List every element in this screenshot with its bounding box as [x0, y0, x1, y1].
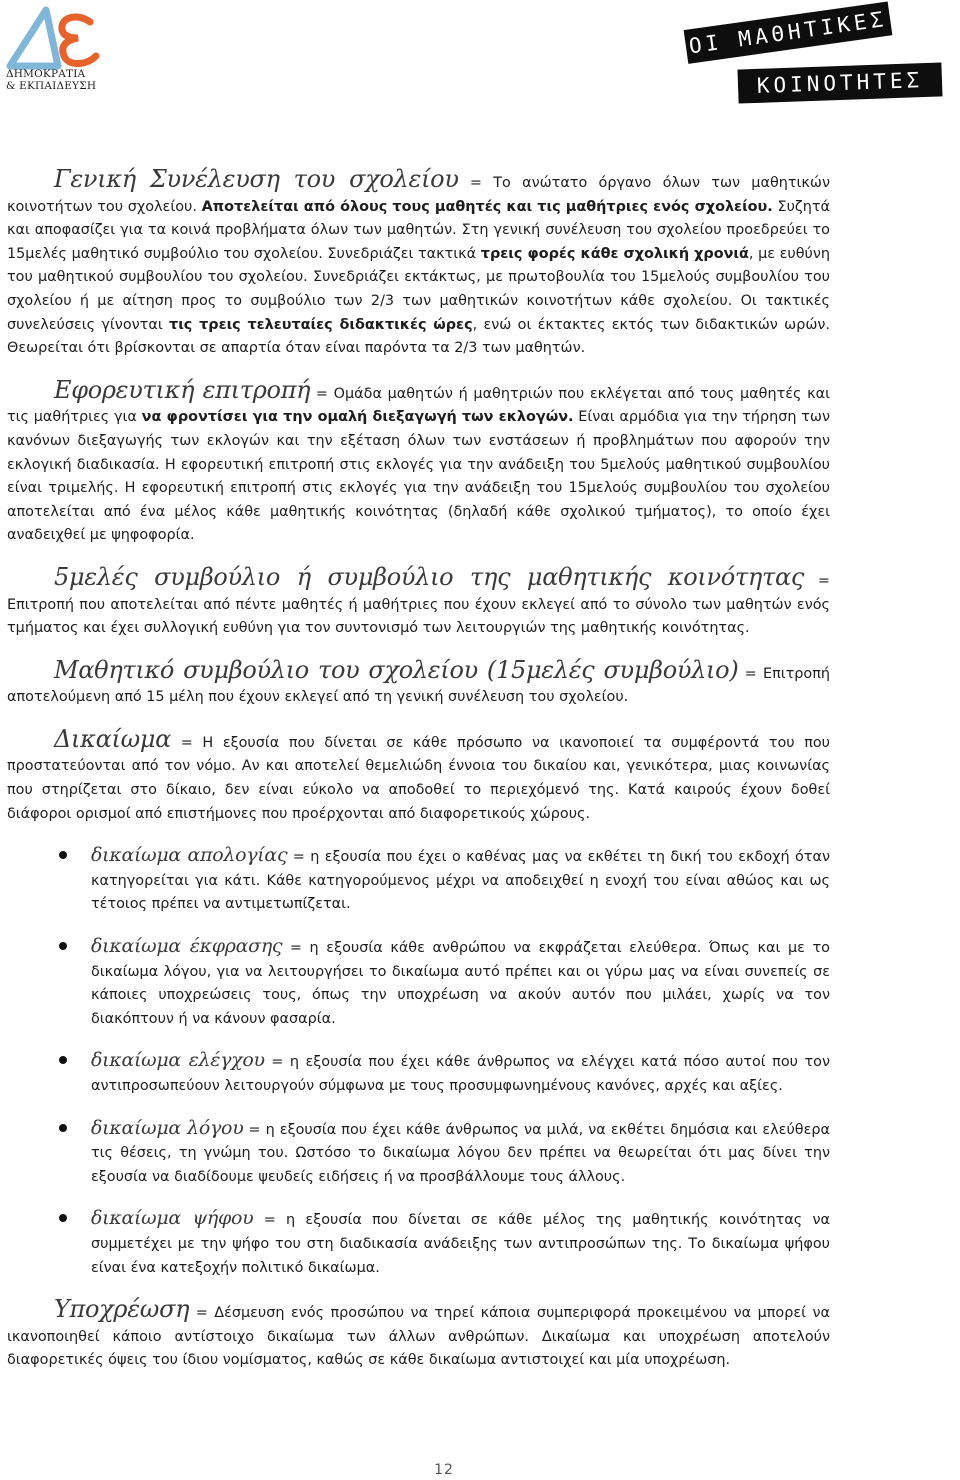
- banner-line-1: ΟΙ ΜΑΘΗΤΙΚΕΣ: [684, 1, 893, 63]
- definition-text: = η εξουσία που έχει κάθε άνθρωπος να μιλά, να εκθέτει δημόσια και ελεύθερα τις θέσεις, τη γνώμη του. Ωστόσο το δικαίωμα λόγου δεν πρέπει να θεωρείται ότι μας δίνει την εξουσία να διαδίδουμε ψευδείς ειδήσεις ή να προσβάλλουμε τους άλλους.: [91, 1121, 830, 1185]
- term-heading: Δικαίωμα: [54, 724, 172, 753]
- term-heading: δικαίωμα ψήφου: [91, 1207, 254, 1230]
- definition-text: Είναι αρμόδια για την τήρηση των κανόνων διεξαγωγής των εκλογών και την εξέταση όλων των ενστάσεων ή προβλημάτων που αφορούν την εκλογική διαδικασία. Η εφορευτική επιτροπή στις εκλογές για την ανάδειξη του 5μελούς μαθητικού συμβουλίου είναι τριμελής. Η εφορευτική επιτροπή στις εκλογές για την ανάδειξη του 15μελούς συμβουλίου του σχολείου αποτελείται από ένα μέλος κάθε μαθητικής κοινότητας (δηλαδή κάθε σχολικού τμήματος), το οποίο έχει αναδειχθεί με ψηφοφορία.: [7, 409, 830, 544]
- definition-bold: τις τρεις τελευταίες διδακτικές ώρες: [169, 316, 473, 333]
- definition-text: = η εξουσία που δίνεται σε κάθε μέλος της μαθητικής κοινότητας να συμμετέχει με την ψήφο του στη διαδικασία ανάδειξης των αντιπροσώπων της. Το δικαίωμα ψήφου είναι ένα κατεξοχήν πολιτικό δικαίωμα.: [91, 1212, 831, 1276]
- entry-electoral-committee: [7, 375, 830, 548]
- logo-mark-icon: [6, 4, 106, 72]
- bullet-icon: [59, 942, 67, 950]
- entry-general-assembly: [7, 165, 831, 361]
- section-banner: [684, 6, 954, 106]
- list-item-right-of-expression: [7, 935, 830, 1031]
- definition-text: = Δέσμευση ενός προσώπου να τηρεί κάποια συμπεριφορά προκειμένου να μπορεί να ικανοποιηθεί κάποιο αντίστοιχο δικαίωμα των άλλων ανθρώπων. Δικαίωμα και υποχρέωση αποτελούν διαφορετικές όψεις του ίδιου νομίσματος, καθώς σε κάθε δικαίωμα αντιστοιχεί και μία υποχρέωση.: [7, 1305, 830, 1369]
- entry-obligation: [7, 1295, 830, 1373]
- definition-bold: να φροντίσει για την ομαλή διεξαγωγή των εκλογών.: [141, 409, 574, 426]
- list-item-right-to-vote: [7, 1207, 830, 1280]
- definition-text: Συζητά και αποφασίζει για τα κοινά προβλήματα όλων των μαθητών. Στη γενική συνέλευση του σχολείου προεδρεύει το 15μελές μαθητικό συμβούλιο του σχολείου. Συνεδριάζει τακτικά: [7, 198, 830, 262]
- definition-text: , με ευθύνη του μαθητικού συμβουλίου του σχολείου. Συνεδριάζει εκτάκτως, με πρωτοβουλία του 15μελούς συμβουλίου του σχολείου ή με αίτηση προς το συμβούλιο των 2/3 των μαθητικών κοινοτήτων κάθε σχολείου. Οι τακτικές συνελεύσεις γίνονται: [7, 245, 831, 333]
- page-number: 12: [434, 1462, 454, 1478]
- definition-bold: Αποτελείται από όλους τους μαθητές και τις μαθήτριες ενός σχολείου.: [201, 198, 773, 215]
- definition-text: , ενώ οι έκτακτες εκτός των διδακτικών ωρών. Θεωρείται ότι βρίσκονται σε απαρτία όταν είναι παρόντα τα 2/3 των μαθητών.: [7, 316, 831, 357]
- glossary-content: [7, 165, 831, 1373]
- term-heading: Γενική Συνέλευση του σχολείου: [54, 165, 459, 193]
- definition-text: = Επιτροπή που αποτελείται από πέντε μαθητές ή μαθήτριες που έχουν εκλεγεί από το σύνολο των μαθητών ενός τμήματος και έχει συλλογική ευθύνη για τον συντονισμό των λειτουργιών της μαθητικής κοινότητας.: [7, 572, 830, 637]
- term-heading: Υποχρέωση: [54, 1295, 190, 1324]
- entry-right: [7, 724, 830, 826]
- term-heading: δικαίωμα λόγου: [91, 1116, 244, 1139]
- bullet-icon: [59, 1214, 67, 1222]
- entry-school-council: [7, 655, 830, 710]
- banner-line-2: ΚΟΙΝΟΤΗΤΕΣ: [737, 62, 942, 103]
- term-heading: δικαίωμα απολογίας: [91, 844, 288, 867]
- term-heading: Μαθητικό συμβούλιο του σχολείου (15μελές συμβούλιο): [54, 655, 739, 684]
- definition-text: = Επιτροπή αποτελούμενη από 15 μέλη που έχουν εκλεγεί από τη γενική συνέλευση του σχολείου.: [7, 665, 830, 706]
- definition-text: = η εξουσία που έχει κάθε άνθρωπος να ελέγχει κατά πόσο αυτοί που τον αντιπροσωπεύουν λειτουργούν σύμφωνα με τους προσυμφωνημένους κανόνες, αρχές και αξίες.: [91, 1054, 830, 1094]
- definition-text: = η εξουσία κάθε ανθρώπου να εκφράζεται ελεύθερα. Όπως και με το δικαίωμα λόγου, για να λειτουργήσει το δικαίωμα αυτό πρέπει και οι γύρω μας να είναι συνεπείς σε κάποιες υποχρεώσεις τους, όπως την υποχρέωση να ακούν αυτόν που μιλάει, χωρίς να τον διακόπτουν ή να κάνουν φασαρία.: [91, 940, 830, 1027]
- definition-bold: τρεις φορές κάθε σχολική χρονιά: [480, 245, 749, 262]
- term-heading: Εφορευτική επιτροπή: [54, 375, 311, 404]
- logo-line-1: ΔΗΜΟΚΡΑΤΙΑ: [6, 68, 86, 80]
- list-item-right-of-speech: [7, 1117, 830, 1190]
- logo-text: [6, 68, 96, 92]
- definition-text: = Το ανώτατο όργανο όλων των μαθητικών κοινοτήτων του σχολείου.: [7, 175, 830, 215]
- term-heading: δικαίωμα έκφρασης: [91, 935, 283, 958]
- term-heading: δικαίωμα ελέγχου: [91, 1049, 265, 1072]
- term-heading: 5μελές συμβούλιο ή συμβούλιο της μαθητικής κοινότητας: [54, 562, 804, 591]
- logo-line-2: & ΕΚΠΑΙΔΕΥΣΗ: [6, 80, 97, 92]
- list-item-right-of-defense: [7, 844, 830, 917]
- bullet-icon: [59, 1056, 67, 1064]
- bullet-icon: [59, 851, 67, 859]
- definition-text: = η εξουσία που έχει ο καθένας μας να εκθέτει τη δική του εκδοχή όταν κατηγορείται για κάτι. Κάθε κατηγορούμενος μέχρι να αποδειχθεί η ενοχή του είναι αθώος και ως τέτοιος πρέπει να αντιμετωπίζεται.: [91, 849, 830, 913]
- entry-five-member-council: [7, 562, 830, 641]
- definition-text: = Ομάδα μαθητών ή μαθητριών που εκλέγεται από τους μαθητές και τις μαθήτριες για: [7, 385, 830, 426]
- definition-text: = Η εξουσία που δίνεται σε κάθε πρόσωπο να ικανοποιεί τα συμφέροντά του που προστατεύονται από τον νόμο. Αν και αποτελεί θεμελιώδη έννοια του δικαίου και, γενικότερα, μιας κοινωνίας που στηρίζεται στο δίκαιο, δεν είναι εύκολο να αποδοθεί το περιεχόμενό της. Κατά καιρούς έχουν δοθεί διάφοροι ορισμοί από επιστήμονες που προέρχονται από διαφορετικούς χώρους.: [7, 734, 830, 822]
- bullet-icon: [59, 1124, 67, 1132]
- list-item-right-of-control: [7, 1049, 830, 1098]
